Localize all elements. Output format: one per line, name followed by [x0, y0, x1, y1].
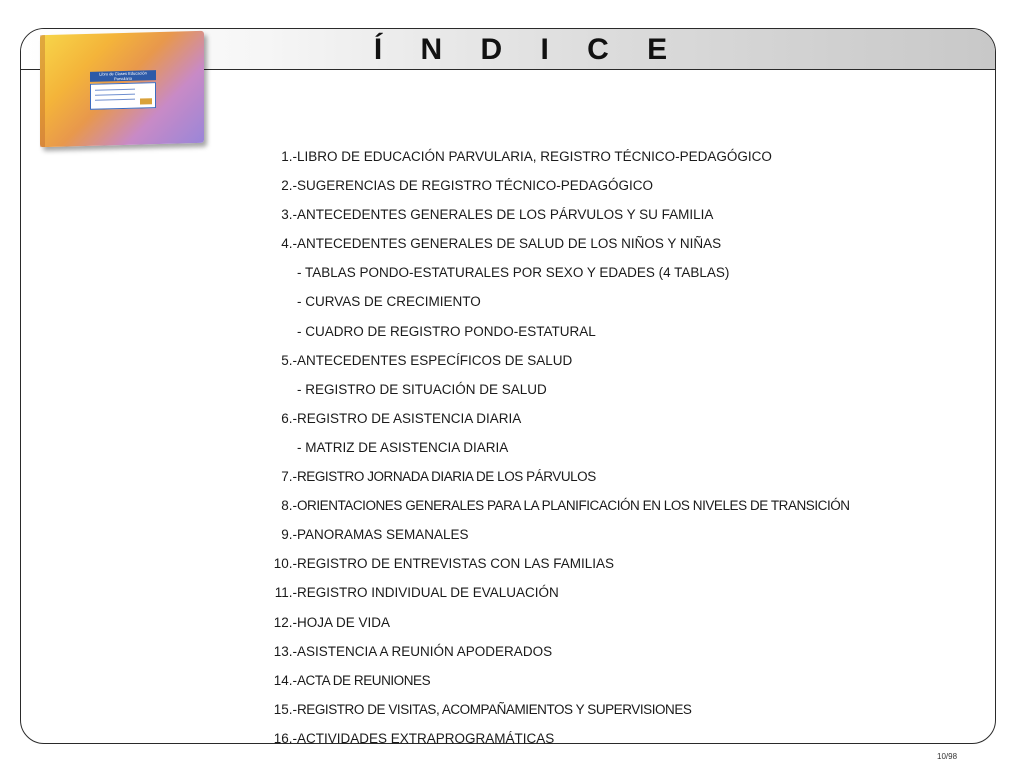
book-spine [40, 35, 45, 147]
toc-item-number: 11.- [274, 585, 297, 601]
toc-item[interactable] [267, 346, 850, 375]
book-card-line [95, 89, 135, 91]
toc-item-label: ASISTENCIA A REUNIÓN APODERADOS [297, 643, 553, 659]
book-cover-illustration [40, 31, 204, 147]
toc-item-label: ANTECEDENTES GENERALES DE SALUD DE LOS NIÑOS Y NIÑAS [297, 236, 722, 252]
toc-item-number: 3.- [281, 207, 297, 223]
toc-item-number: 6.- [281, 410, 297, 426]
toc-item-number: 10.- [273, 556, 297, 572]
toc-item-number: 16.- [273, 730, 297, 744]
toc-item-number [267, 433, 297, 462]
page-title: Í N D I C E [373, 33, 683, 66]
toc-item-label: SUGERENCIAS DE REGISTRO TÉCNICO-PEDAGÓGICO [297, 178, 654, 194]
toc-item-label: REGISTRO JORNADA DIARIA DE LOS PÁRVULOS [297, 469, 596, 485]
toc-subitem[interactable] [267, 375, 850, 404]
toc-subitem[interactable] [267, 317, 850, 346]
toc-item-number: 1.- [281, 149, 297, 164]
toc-subitem-label: - CUADRO DE REGISTRO PONDO-ESTATURAL [297, 323, 596, 339]
toc-item-number: 13.- [273, 643, 297, 659]
toc-item-label: ANTECEDENTES ESPECÍFICOS DE SALUD [297, 352, 573, 368]
toc-item-number: 5.- [281, 352, 297, 368]
toc-item[interactable] [267, 462, 850, 491]
toc-item-label: HOJA DE VIDA [297, 614, 391, 630]
toc-subitem-label: - CURVAS DE CRECIMIENTO [297, 294, 481, 310]
toc-item-number: 8.- [281, 498, 297, 514]
toc-item[interactable] [267, 520, 850, 549]
toc-subitem[interactable] [267, 258, 850, 287]
page-number: 10/98 [937, 752, 958, 761]
toc-item-number: 2.- [281, 178, 297, 194]
book-logo-icon [140, 98, 152, 104]
toc-subitem[interactable] [267, 287, 850, 316]
toc-item-number [267, 258, 297, 287]
toc-item-label: REGISTRO DE VISITAS, ACOMPAÑAMIENTOS Y SUPERVISIONES [297, 701, 692, 717]
toc-item-label: ACTA DE REUNIONES [297, 672, 431, 688]
toc-item-number: 4.- [281, 236, 297, 252]
toc-item-label: LIBRO DE EDUCACIÓN PARVULARIA, REGISTRO TÉCNICO-PEDAGÓGICO [297, 149, 772, 164]
toc-item-number: 15.- [273, 701, 297, 717]
toc-item-label: REGISTRO DE ASISTENCIA DIARIA [297, 410, 522, 426]
toc-item-label: ORIENTACIONES GENERALES PARA LA PLANIFICACIÓN EN LOS NIVELES DE TRANSICIÓN [297, 498, 850, 514]
toc-item[interactable] [267, 549, 850, 578]
toc-item[interactable] [267, 491, 850, 520]
toc-subitem-label: - TABLAS PONDO-ESTATURALES POR SEXO Y EDADES (4 TABLAS) [297, 265, 730, 281]
toc-item[interactable] [267, 171, 850, 200]
toc-item-label: PANORAMAS SEMANALES [297, 527, 469, 543]
toc-item-number: 7.- [281, 469, 297, 485]
toc-subitem-label: - MATRIZ DE ASISTENCIA DIARIA [297, 439, 509, 455]
toc-item-label: REGISTRO INDIVIDUAL DE EVALUACIÓN [297, 585, 559, 601]
toc-item[interactable] [267, 637, 850, 666]
toc-item-number [267, 287, 297, 316]
toc-item[interactable] [267, 695, 850, 724]
toc-item-number: 9.- [281, 527, 297, 543]
toc-item[interactable] [267, 229, 850, 258]
toc-item-label: ANTECEDENTES GENERALES DE LOS PÁRVULOS Y SU FAMILIA [297, 207, 714, 223]
toc-subitem-label: - REGISTRO DE SITUACIÓN DE SALUD [297, 381, 547, 397]
toc-item[interactable] [267, 200, 850, 229]
toc-item[interactable] [267, 404, 850, 433]
toc-item[interactable] [267, 724, 850, 744]
toc-item[interactable] [267, 142, 850, 171]
table-of-contents [267, 142, 850, 744]
toc-item-number [267, 375, 297, 404]
toc-item[interactable] [267, 608, 850, 637]
toc-item[interactable] [267, 578, 850, 607]
toc-item[interactable] [267, 666, 850, 695]
toc-item-label: REGISTRO DE ENTREVISTAS CON LAS FAMILIAS [297, 556, 615, 572]
book-cover-card [90, 82, 156, 110]
toc-item-label: ACTIVIDADES EXTRAPROGRAMÁTICAS [297, 730, 555, 744]
book-card-line [95, 99, 135, 101]
toc-item-number [267, 317, 297, 346]
toc-item-number: 14.- [273, 672, 297, 688]
book-cover-title: Libro de Clases Educación Parvularia [90, 70, 156, 82]
toc-subitem[interactable] [267, 433, 850, 462]
book-card-line [95, 94, 135, 96]
toc-item-number: 12.- [273, 614, 297, 630]
